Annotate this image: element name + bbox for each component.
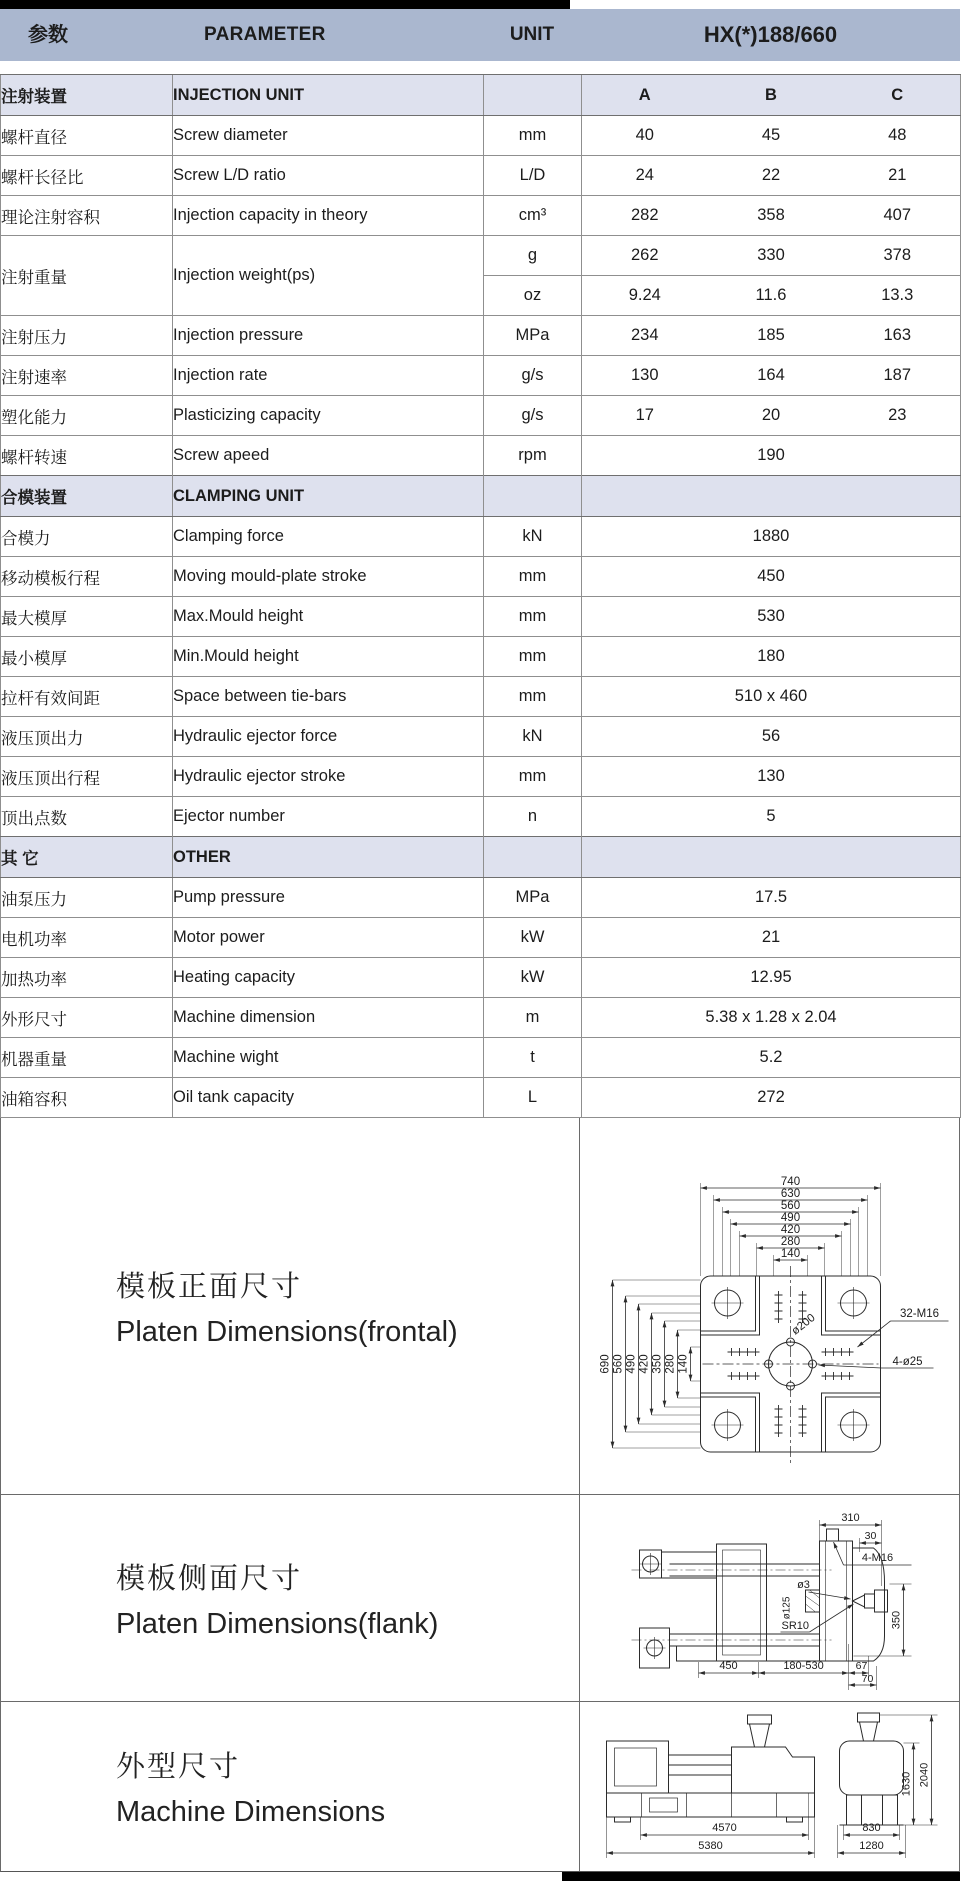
header-model: HX(*)188/660	[703, 22, 838, 47]
dim-text: 180-530	[782, 1660, 824, 1672]
cell-cn: 拉杆有效间距	[1, 677, 173, 717]
table-header-band	[0, 9, 960, 61]
cell-unit: g	[484, 236, 582, 276]
cell-a: 24	[582, 156, 708, 196]
cell-a: 130	[582, 356, 708, 396]
cell-unit: kW	[484, 958, 582, 998]
dim-text: 560	[612, 1354, 624, 1374]
dim-text: 420	[780, 1224, 800, 1236]
cell-b: 164	[708, 356, 835, 396]
cell-c: 13.3	[835, 276, 961, 316]
cell-c: 187	[835, 356, 961, 396]
spec-row	[1, 316, 961, 356]
cell-value: 530	[582, 597, 961, 637]
cell-b: 11.6	[708, 276, 835, 316]
cell-unit: L	[484, 1078, 582, 1118]
cell-unit: kN	[484, 517, 582, 557]
cell-en: Hydraulic ejector force	[173, 717, 484, 757]
header-param-en: PARAMETER	[204, 24, 326, 45]
spec-row	[1, 717, 961, 757]
dim-text: 67	[855, 1660, 867, 1672]
cell-value: 510 x 460	[582, 677, 961, 717]
spec-row	[1, 236, 961, 276]
cell-unit: mm	[484, 677, 582, 717]
cell-value	[582, 476, 961, 517]
cell-unit: mm	[484, 597, 582, 637]
cell-en: Space between tie-bars	[173, 677, 484, 717]
cell-unit: n	[484, 797, 582, 837]
cell-value: 130	[582, 757, 961, 797]
cell-unit: g/s	[484, 356, 582, 396]
cell-unit: mm	[484, 757, 582, 797]
cell-unit: MPa	[484, 316, 582, 356]
center-bore-label: ø200	[789, 1311, 818, 1338]
spec-row	[1, 1078, 961, 1118]
spec-row	[1, 1038, 961, 1078]
cell-a: 234	[582, 316, 708, 356]
panel-title-cn: 模板侧面尺寸	[116, 1562, 303, 1595]
panel-platen-flank	[1, 1495, 959, 1702]
spacer	[0, 61, 960, 74]
cell-en: Screw diameter	[173, 116, 484, 156]
cell-a: 282	[582, 196, 708, 236]
dim-text: 70	[861, 1673, 873, 1685]
dimension-lines	[606, 1715, 931, 1853]
cell-cn: 最大模厚	[1, 597, 173, 637]
cell-cn: 加热功率	[1, 958, 173, 998]
cell-value: 5.38 x 1.28 x 2.04	[582, 998, 961, 1038]
dim-text: 4570	[711, 1822, 737, 1834]
cell-cn: 外形尺寸	[1, 998, 173, 1038]
panel-title	[1, 1702, 579, 1871]
cell-value: 450	[582, 557, 961, 597]
dimension-labels	[719, 1512, 902, 1685]
cell-en: Machine wight	[173, 1038, 484, 1078]
cell-unit: mm	[484, 637, 582, 677]
cell-cn: 合模力	[1, 517, 173, 557]
cell-b: 45	[708, 116, 835, 156]
spec-row	[1, 797, 961, 837]
section-en: OTHER	[173, 837, 484, 878]
cell-cn: 螺杆转速	[1, 436, 173, 476]
spec-row	[1, 436, 961, 476]
panel-title	[1, 1118, 579, 1494]
cell-value	[582, 837, 961, 878]
panel-title-en: Platen Dimensions(flank)	[116, 1607, 439, 1640]
cell-unit: cm³	[484, 196, 582, 236]
cell-cn: 顶出点数	[1, 797, 173, 837]
cell-value: 56	[582, 717, 961, 757]
dim-text: 490	[625, 1354, 637, 1374]
diagram-panels	[0, 1118, 960, 1872]
extension-lines	[612, 1183, 880, 1448]
panel-title-en: Platen Dimensions(frontal)	[116, 1315, 458, 1348]
cell-unit: mm	[484, 116, 582, 156]
cell-c: 163	[835, 316, 961, 356]
extension-lines	[606, 1715, 937, 1858]
dim-text: 420	[638, 1354, 650, 1374]
cell-en: Screw apeed	[173, 436, 484, 476]
cell-unit	[484, 837, 582, 878]
cell-cn: 液压顶出力	[1, 717, 173, 757]
dim-text: 350	[890, 1610, 902, 1630]
dim-text: 280	[664, 1354, 676, 1374]
cell-en: Injection capacity in theory	[173, 196, 484, 236]
dim-text: 690	[599, 1354, 611, 1374]
header-param-cn: 参数	[28, 24, 68, 46]
cell-cn: 最小模厚	[1, 637, 173, 677]
dim-text: 140	[780, 1248, 800, 1260]
cell-cn: 理论注射容积	[1, 196, 173, 236]
header-unit: UNIT	[509, 24, 555, 45]
cell-en: Pump pressure	[173, 878, 484, 918]
cell-b: 22	[708, 156, 835, 196]
dim-text: 450	[718, 1660, 738, 1672]
cell-value: 1880	[582, 517, 961, 557]
bolt-pattern-label: 32-M16	[899, 1308, 939, 1320]
cell-en: Hydraulic ejector stroke	[173, 757, 484, 797]
cell-a: 17	[582, 396, 708, 436]
cell-unit: t	[484, 1038, 582, 1078]
panel-figure	[579, 1118, 959, 1494]
cell-en: Machine dimension	[173, 998, 484, 1038]
cell-a: 9.24	[582, 276, 708, 316]
cell-en: Moving mould-plate stroke	[173, 557, 484, 597]
dim-text: 560	[780, 1200, 800, 1212]
nozzle-sr-label: SR10	[781, 1620, 809, 1632]
cell-value: 272	[582, 1078, 961, 1118]
dimension-labels	[599, 1176, 939, 1374]
cell-unit: kW	[484, 918, 582, 958]
cell-unit: g/s	[484, 396, 582, 436]
spec-row	[1, 517, 961, 557]
cell-unit: mm	[484, 557, 582, 597]
panel-platen-frontal	[1, 1118, 959, 1495]
spec-row	[1, 116, 961, 156]
cell-c: 378	[835, 236, 961, 276]
cell-value: 21	[582, 918, 961, 958]
cell-en: Motor power	[173, 918, 484, 958]
cell-en: Max.Mould height	[173, 597, 484, 637]
cell-value: 5.2	[582, 1038, 961, 1078]
cell-unit: L/D	[484, 156, 582, 196]
section-en: INJECTION UNIT	[173, 75, 484, 116]
cell-b: 20	[708, 396, 835, 436]
section-cn: 其 它	[1, 837, 173, 878]
spec-row	[1, 637, 961, 677]
platen-frontal-drawing	[581, 1119, 959, 1493]
cell-en: Oil tank capacity	[173, 1078, 484, 1118]
section-row-other	[1, 837, 961, 878]
cell-cn: 注射速率	[1, 356, 173, 396]
panel-figure	[579, 1702, 959, 1871]
cell-value: 190	[582, 436, 961, 476]
cell-cn: 螺杆直径	[1, 116, 173, 156]
cell-cn: 塑化能力	[1, 396, 173, 436]
cell-b: 185	[708, 316, 835, 356]
cell-cn: 注射重量	[1, 236, 173, 316]
spec-row	[1, 597, 961, 637]
spec-row	[1, 918, 961, 958]
machine-outline	[606, 1713, 903, 1825]
panel-title-en: Machine Dimensions	[116, 1796, 386, 1828]
dim-text: 1280	[858, 1840, 884, 1852]
cell-cn: 机器重量	[1, 1038, 173, 1078]
cell-cn: 液压顶出行程	[1, 757, 173, 797]
bottom-black-bar	[562, 1872, 960, 1881]
cell-b: 358	[708, 196, 835, 236]
cell-en: Injection rate	[173, 356, 484, 396]
panel-figure	[579, 1495, 959, 1701]
dim-text: 1630	[900, 1771, 912, 1797]
dim-text: 30	[864, 1530, 876, 1542]
panel-title	[1, 1495, 579, 1701]
dim-text: 830	[861, 1822, 881, 1834]
section-en: CLAMPING UNIT	[173, 476, 484, 517]
cell-cn: 电机功率	[1, 918, 173, 958]
spec-row	[1, 958, 961, 998]
section-cn: 注射装置	[1, 75, 173, 116]
cell-unit: MPa	[484, 878, 582, 918]
cell-en: Plasticizing capacity	[173, 396, 484, 436]
cell-c: 48	[835, 116, 961, 156]
tiebar-holes-label: 4-ø25	[891, 1356, 923, 1368]
cell-a: 40	[582, 116, 708, 156]
cell-unit: oz	[484, 276, 582, 316]
variant-c: C	[835, 75, 961, 116]
spec-row	[1, 396, 961, 436]
spec-row	[1, 677, 961, 717]
cell-c: 21	[835, 156, 961, 196]
cell-a: 262	[582, 236, 708, 276]
dim-text: 310	[840, 1512, 860, 1524]
dim-text: 350	[651, 1354, 663, 1374]
cell-unit: rpm	[484, 436, 582, 476]
dim-text: 630	[780, 1188, 800, 1200]
variant-b: B	[708, 75, 835, 116]
panel-title-cn: 模板正面尺寸	[116, 1270, 303, 1303]
dim-text: 490	[780, 1212, 800, 1224]
ring-label: ø125	[781, 1596, 792, 1620]
cell-unit	[484, 476, 582, 517]
cell-en: Min.Mould height	[173, 637, 484, 677]
cell-value: 180	[582, 637, 961, 677]
cell-unit: m	[484, 998, 582, 1038]
spec-row	[1, 156, 961, 196]
spec-row	[1, 998, 961, 1038]
cell-en: Clamping force	[173, 517, 484, 557]
bolts-label: 4-M16	[861, 1552, 893, 1564]
cell-c: 407	[835, 196, 961, 236]
cell-cn: 螺杆长径比	[1, 156, 173, 196]
cell-c: 23	[835, 396, 961, 436]
section-cn: 合模装置	[1, 476, 173, 517]
panel-machine-dimensions	[1, 1702, 959, 1871]
dim-text: 2040	[918, 1762, 930, 1788]
section-row-injection	[1, 75, 961, 116]
cell-cn: 注射压力	[1, 316, 173, 356]
spec-row	[1, 557, 961, 597]
dim-text: 740	[780, 1176, 800, 1188]
cell-en: Heating capacity	[173, 958, 484, 998]
cell-en: Ejector number	[173, 797, 484, 837]
top-black-bar	[0, 0, 570, 9]
cell-cn: 油箱容积	[1, 1078, 173, 1118]
cell-value: 17.5	[582, 878, 961, 918]
dim-text: 140	[677, 1354, 689, 1374]
nozzle-bore-label: ø3	[796, 1579, 810, 1591]
cell-cn: 移动模板行程	[1, 557, 173, 597]
panel-title-cn: 外型尺寸	[116, 1751, 241, 1783]
spec-row	[1, 878, 961, 918]
spec-row	[1, 356, 961, 396]
spec-row	[1, 757, 961, 797]
cell-en: Injection weight(ps)	[173, 236, 484, 316]
cell-unit	[484, 75, 582, 116]
variant-a: A	[582, 75, 708, 116]
cell-unit: kN	[484, 717, 582, 757]
cell-cn: 油泵压力	[1, 878, 173, 918]
cell-value: 12.95	[582, 958, 961, 998]
spec-row	[1, 196, 961, 236]
cell-en: Injection pressure	[173, 316, 484, 356]
platen-flank-drawing	[581, 1496, 959, 1700]
cell-b: 330	[708, 236, 835, 276]
platen-outline	[700, 1266, 880, 1464]
machine-drawing	[581, 1703, 959, 1870]
dim-text: 5380	[697, 1840, 723, 1852]
spec-table	[0, 74, 961, 1118]
cell-value: 5	[582, 797, 961, 837]
cell-en: Screw L/D ratio	[173, 156, 484, 196]
dim-text: 280	[780, 1236, 800, 1248]
section-row-clamping	[1, 476, 961, 517]
